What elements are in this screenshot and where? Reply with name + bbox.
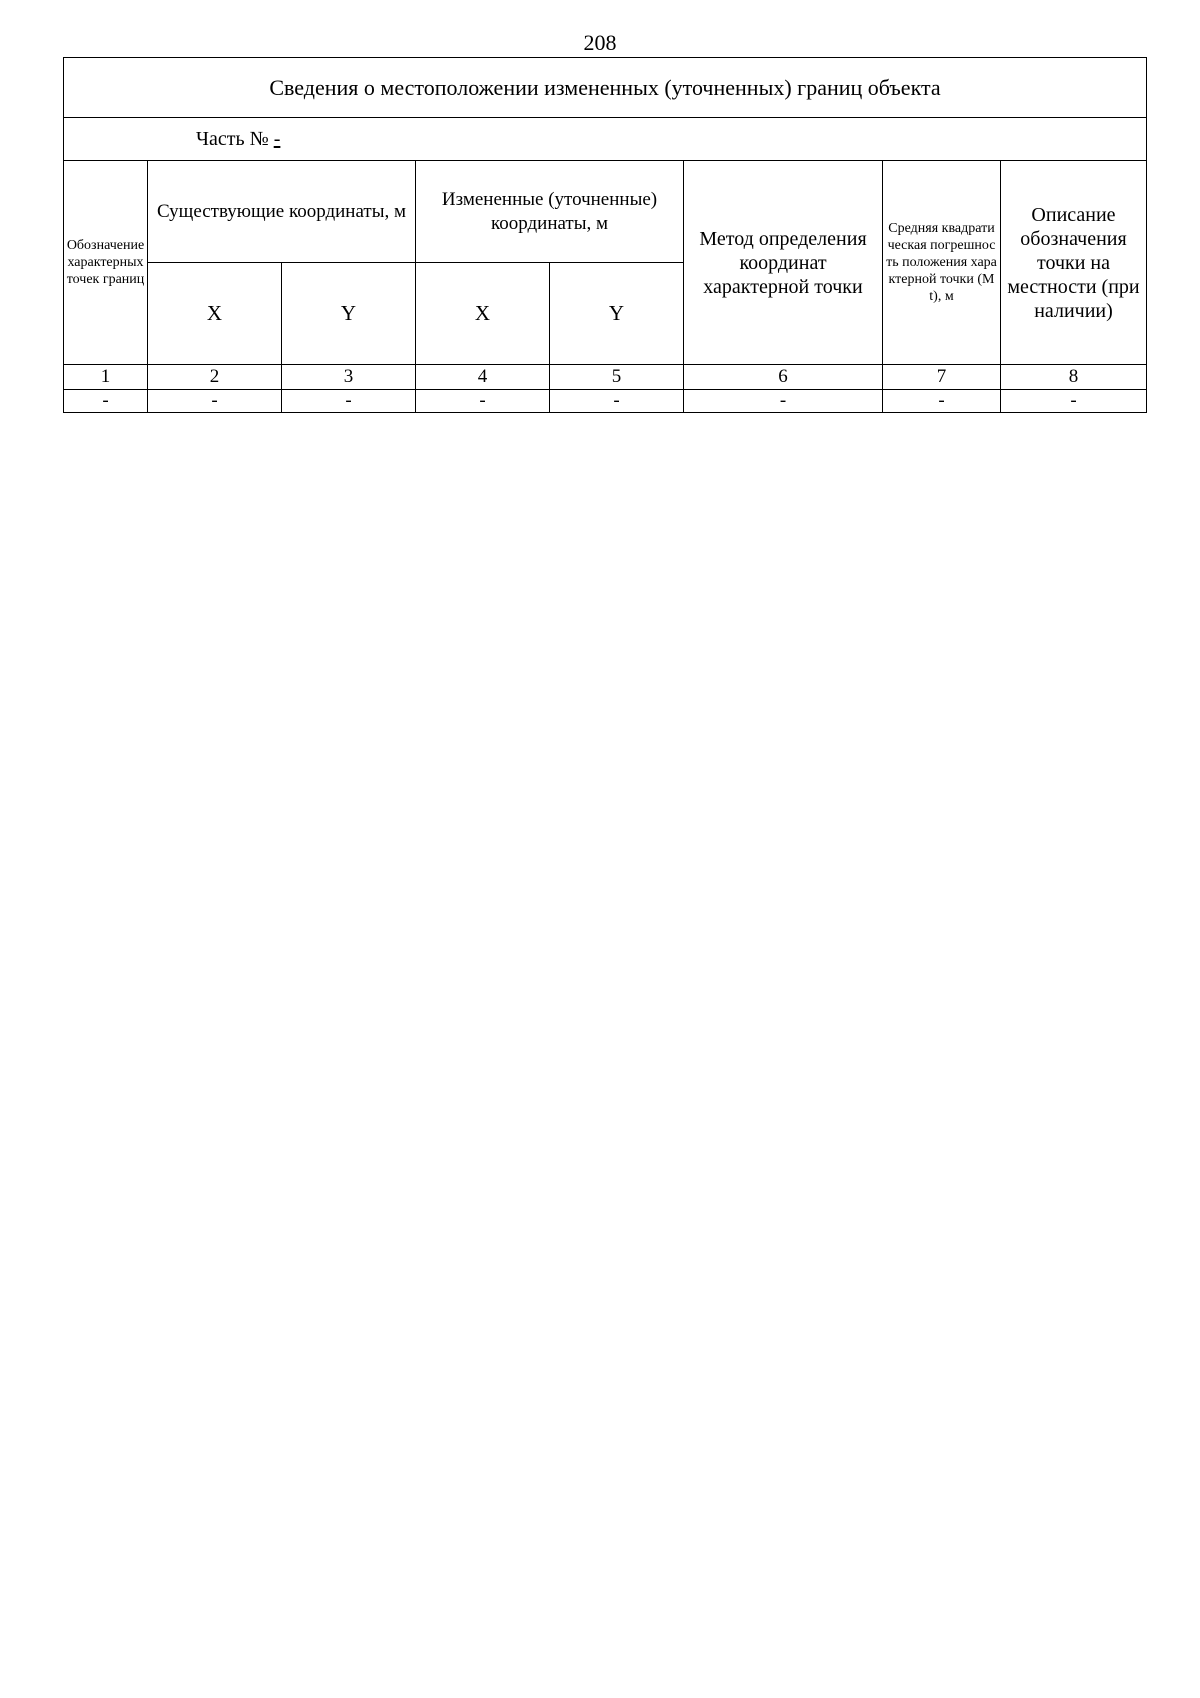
- column-number-row: [64, 365, 1147, 390]
- column-number: 7: [883, 365, 1001, 390]
- column-number: 8: [1001, 365, 1147, 390]
- header-method: Метод определения координат характерной точки: [684, 161, 883, 365]
- table-cell: -: [1001, 390, 1147, 413]
- table-cell: -: [416, 390, 550, 413]
- table-cell: -: [883, 390, 1001, 413]
- header-existing-y: Y: [282, 263, 416, 365]
- column-number: 1: [64, 365, 148, 390]
- part-value: -: [273, 127, 281, 150]
- table-cell: -: [550, 390, 684, 413]
- header-existing-x: X: [148, 263, 282, 365]
- table-cell: -: [684, 390, 883, 413]
- table-cell: -: [282, 390, 416, 413]
- column-number: 2: [148, 365, 282, 390]
- part-number-row: [64, 118, 1147, 161]
- page-number: 208: [583, 30, 617, 55]
- table-cell: -: [148, 390, 282, 413]
- table-title: Сведения о местоположении измененных (уточненных) границ объекта: [64, 58, 1147, 118]
- table-cell: -: [64, 390, 148, 413]
- header-mean-error: Средняя квадратическая погрешность положения характерной точки (Mt), м: [883, 161, 1001, 365]
- header-existing-coords: Существующие координаты, м: [148, 161, 416, 263]
- header-description: Описание обозначения точки на местности (при наличии): [1001, 161, 1147, 365]
- column-number: 3: [282, 365, 416, 390]
- header-changed-x: X: [416, 263, 550, 365]
- column-number: 6: [684, 365, 883, 390]
- header-changed-coords: Измененные (уточненные) координаты, м: [416, 161, 684, 263]
- table-row: [64, 390, 1147, 413]
- header-changed-y: Y: [550, 263, 684, 365]
- column-number: 5: [550, 365, 684, 390]
- header-point-designation: Обозначение характерных точек границ: [64, 161, 148, 365]
- part-label: Часть №: [196, 127, 269, 150]
- boundary-coordinates-table: [63, 57, 1147, 413]
- column-number: 4: [416, 365, 550, 390]
